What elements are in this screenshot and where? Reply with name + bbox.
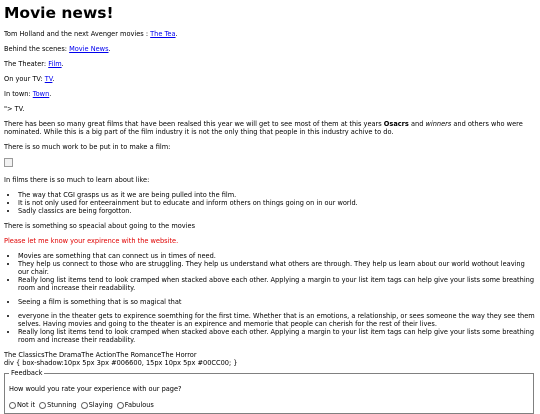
link-line-label: On your TV: [4,75,45,83]
rating-option-slaying[interactable] [81,401,113,409]
radio-label: Not it [17,401,36,409]
link-line [4,45,537,53]
link-line-suffix: . [49,90,52,98]
link-line-label: Tom Holland and the next Avenger movies : [4,30,151,38]
link-line-suffix: . [175,30,178,38]
page-title: Movie news! [4,4,114,22]
list-item: • Sadly classics are being forgotton. [18,207,537,215]
nav-link[interactable]: TV [44,75,53,83]
work-paragraph: There is so much work to be put in to make a film: [4,143,171,151]
rating-option-not-it[interactable] [9,401,35,409]
oscars-text-middle: and [408,120,426,128]
link-line-label: In town: [4,90,33,98]
oscars-text-after: and others who were nominated. While this is a big part of the film industry it is not the only thing that people in this industry achive to do. [4,120,523,136]
winners-italic: winners [425,120,452,128]
radio-label: Fabulous [124,401,154,409]
oscars-paragraph [4,120,537,136]
learn-list [4,191,537,215]
link-line [4,30,537,38]
rating-options [9,401,529,409]
radio-label: Stunning [47,401,77,409]
nav-item-horror[interactable]: The Horror [161,351,197,359]
link-line-label: Behind the scenes: [4,45,70,53]
rating-option-stunning[interactable] [39,401,77,409]
link-line [4,60,537,68]
radio-icon[interactable] [81,402,88,409]
learn-paragraph: In films there is so much to learn about like: [4,176,150,184]
feedback-request-text: Please let me know your expirence with the website. [4,237,179,245]
oscars-bold: Osacrs [383,120,409,128]
link-line-suffix: . [52,75,55,83]
link-line-suffix: . [108,45,111,53]
nav-item-drama[interactable]: The Drama [44,351,82,359]
movie-list [4,252,537,344]
radio-icon[interactable] [117,402,124,409]
feedback-question: How would you rate your experience with our page? [9,385,182,393]
link-line-suffix: . [61,60,64,68]
genre-nav [4,351,537,359]
radio-icon[interactable] [39,402,46,409]
raw-css-text: div { box-shadow:10px 5px 3px #006600, 15px 10px 5px #00CC00; } [4,359,238,367]
stray-text: "> TV. [4,105,25,113]
nav-item-romance[interactable]: The Romance [116,351,162,359]
list-item: • The way that CGI grasps us as it we are being pulled into the film. [18,191,537,199]
list-item: • They help us connect to those who are struggling. They help us understand what others are through. They help us learn about our world wothout leaving our chair. [18,260,537,276]
broken-image-icon [4,158,13,167]
list-item: • everyone in the theater gets to expirence soemthing for the first time. Whether that is an emotions, a relationship, or sees someone the way they see them selves. Having movies and going to the theater is an expirence and memorie that people can cherish for the rest of their lives. [18,312,537,328]
nav-link[interactable]: Movie News [69,45,109,53]
feedback-legend: Feedback [11,369,43,377]
radio-label: Slaying [88,401,113,409]
link-line [4,75,537,83]
rating-option-fabulous[interactable] [117,401,154,409]
nav-link[interactable]: Film [48,60,62,68]
nav-link[interactable]: Town [32,90,50,98]
oscars-text-before: There has been so many great films that have been realsed this year we will get to see most of them at this years [4,120,384,128]
nav-link[interactable]: The Tea [150,30,176,38]
list-item: • Movies are something that can connect us in times of need. [18,252,537,260]
link-lines [4,30,537,98]
nav-item-action[interactable]: The Action [81,351,117,359]
list-item: • It is not only used for enteerainment but to educate and inform others on things going on in our world. [18,199,537,207]
list-item: • Really long list items tend to look cramped when stacked above each other. Applying a margin to your list item tags can help give your lists some breathing room and increase their readability. [18,328,537,344]
list-item: • Seeing a film is something that is so magical that [18,298,537,306]
special-paragraph: There is something so speacial about going to the movies [4,222,196,230]
radio-icon[interactable] [9,402,16,409]
list-item: • Really long list items tend to look cramped when stacked above each other. Applying a margin to your list item tags can help give your lists some breathing room and increase their readability. [18,276,537,292]
link-line-label: The Theater: [4,60,49,68]
feedback-form [4,369,534,414]
link-line [4,90,537,98]
nav-item-classics[interactable]: The Classics [4,351,45,359]
